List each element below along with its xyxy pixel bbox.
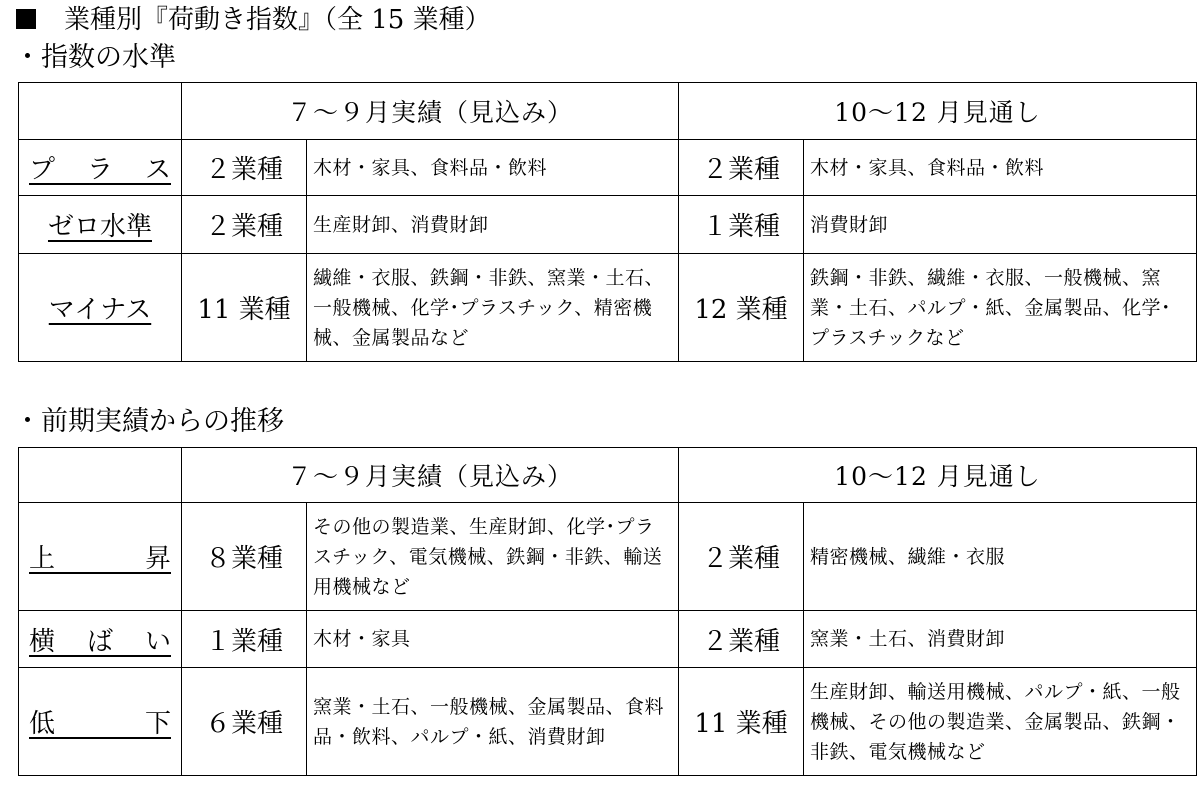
row-label: プ ラ ス xyxy=(19,140,182,196)
index-level-table xyxy=(18,82,1197,362)
document-title xyxy=(16,2,491,38)
row-label: 低 下 xyxy=(19,668,182,776)
trend-table xyxy=(18,447,1197,776)
count-cell: ６業種 xyxy=(182,668,307,776)
count-cell: ２業種 xyxy=(679,503,804,611)
column-header-jul-sep: ７～９月実績（見込み） xyxy=(182,448,679,503)
column-header-jul-sep: ７～９月実績（見込み） xyxy=(182,83,679,140)
count-cell: ２業種 xyxy=(182,196,307,254)
count-cell: 11 業種 xyxy=(182,254,307,362)
industry-list-cell: 生産財卸、輸送用機械、パルプ・紙、一般機械、その他の製造業、金属製品、鉄鋼・非鉄、電気機械など xyxy=(804,668,1197,776)
count-cell: ８業種 xyxy=(182,503,307,611)
table-row xyxy=(19,503,1197,611)
industry-list-cell: その他の製造業、生産財卸、化学･プラスチック、電気機械、鉄鋼・非鉄、輸送用機械など xyxy=(307,503,679,611)
table-row xyxy=(19,611,1197,668)
column-header-oct-dec: 10～12 月見通し xyxy=(679,448,1197,503)
row-label: 上 昇 xyxy=(19,503,182,611)
count-cell: 11 業種 xyxy=(679,668,804,776)
industry-list-cell: 消費財卸 xyxy=(804,196,1197,254)
corner-cell xyxy=(19,448,182,503)
count-cell: 12 業種 xyxy=(679,254,804,362)
industry-list-cell: 窯業・土石、一般機械、金属製品、食料品・飲料、パルプ・紙、消費財卸 xyxy=(307,668,679,776)
industry-list-cell: 生産財卸、消費財卸 xyxy=(307,196,679,254)
column-header-oct-dec: 10～12 月見通し xyxy=(679,83,1197,140)
industry-list-cell: 木材・家具、食料品・飲料 xyxy=(804,140,1197,196)
row-label: マイナス xyxy=(19,254,182,362)
industry-list-cell: 精密機械、繊維・衣服 xyxy=(804,503,1197,611)
table-row xyxy=(19,196,1197,254)
count-cell: １業種 xyxy=(679,196,804,254)
section-heading-trend: ・前期実績からの推移 xyxy=(14,406,284,437)
row-label: 横ばい xyxy=(19,611,182,668)
industry-list-cell: 木材・家具 xyxy=(307,611,679,668)
table-row xyxy=(19,254,1197,362)
document-title-text: 業種別『荷動き指数』（全 15 業種） xyxy=(64,5,491,35)
row-label: ゼロ水準 xyxy=(19,196,182,254)
table-header-row xyxy=(19,83,1197,140)
industry-list-cell: 繊維・衣服、鉄鋼・非鉄、窯業・土石、一般機械、化学･プラスチック、精密機械、金属製品など xyxy=(307,254,679,362)
count-cell: ２業種 xyxy=(679,140,804,196)
corner-cell xyxy=(19,83,182,140)
industry-list-cell: 窯業・土石、消費財卸 xyxy=(804,611,1197,668)
section-heading-level: ・指数の水準 xyxy=(14,42,176,73)
table-row xyxy=(19,668,1197,776)
black-square-icon xyxy=(16,9,36,29)
count-cell: １業種 xyxy=(182,611,307,668)
table-row xyxy=(19,140,1197,196)
industry-list-cell: 鉄鋼・非鉄、繊維・衣服、一般機械、窯業・土石、パルプ・紙、金属製品、化学･プラスチックなど xyxy=(804,254,1197,362)
table-header-row xyxy=(19,448,1197,503)
count-cell: ２業種 xyxy=(182,140,307,196)
industry-list-cell: 木材・家具、食料品・飲料 xyxy=(307,140,679,196)
count-cell: ２業種 xyxy=(679,611,804,668)
